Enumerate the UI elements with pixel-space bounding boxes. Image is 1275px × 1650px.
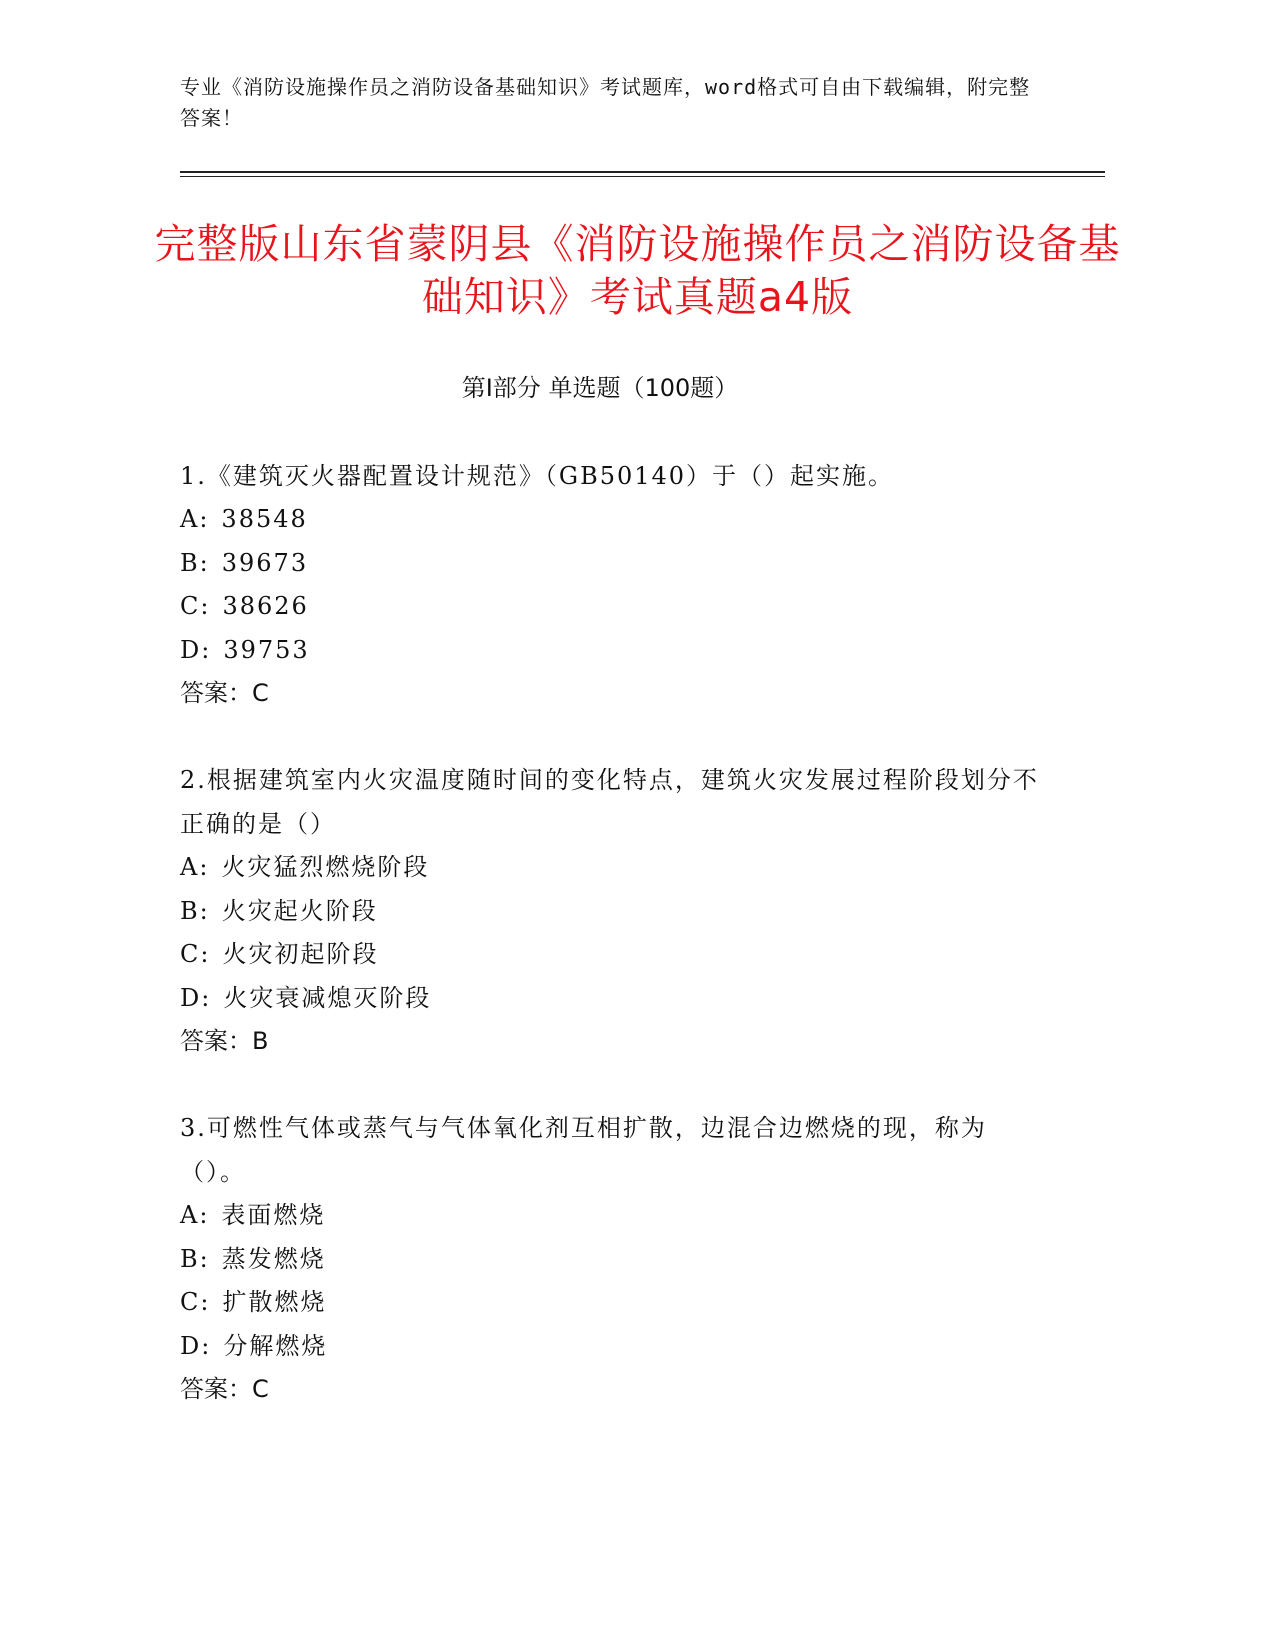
option-text: 39673 — [221, 548, 309, 577]
header-divider-thick — [180, 171, 1105, 173]
option-text: 表面燃烧 — [221, 1201, 326, 1229]
option-letter: B: — [180, 1244, 210, 1273]
option-d — [180, 629, 1040, 673]
question-1 — [180, 454, 1040, 715]
option-text: 火灾衰减熄灭阶段 — [223, 983, 432, 1012]
option-a — [180, 846, 1040, 890]
option-d — [180, 1325, 1040, 1369]
option-text: 火灾初起阶段 — [222, 940, 379, 968]
option-text: 38626 — [222, 592, 309, 620]
header-note: 专业《消防设施操作员之消防设备基础知识》考试题库，word格式可自由下载编辑，附完整答案！ — [180, 75, 1031, 130]
option-letter: B: — [180, 896, 210, 925]
question-3 — [180, 1106, 1040, 1411]
answer-line: 答案：C — [180, 1375, 269, 1403]
option-text: 火灾猛烈燃烧阶段 — [221, 853, 430, 881]
option-letter: D: — [180, 983, 212, 1012]
option-a — [180, 1194, 1040, 1238]
option-b — [180, 890, 1040, 934]
option-text: 扩散燃烧 — [222, 1288, 327, 1316]
option-letter: D: — [180, 635, 212, 664]
question-stem: 3.可燃性气体或蒸气与气体氧化剂互相扩散，边混合边燃烧的现，称为（）。 — [180, 1114, 987, 1186]
option-c — [180, 1281, 1040, 1325]
option-letter: A: — [180, 1201, 210, 1229]
option-letter: A: — [180, 505, 210, 533]
option-c — [180, 933, 1040, 977]
option-letter: A: — [180, 853, 210, 881]
option-letter: C: — [180, 592, 211, 620]
option-letter: C: — [180, 1288, 211, 1316]
option-letter: C: — [180, 940, 211, 968]
option-letter: B: — [180, 548, 210, 577]
option-letter: D: — [180, 1331, 212, 1360]
option-d — [180, 977, 1040, 1021]
question-stem: 1.《建筑灭火器配置设计规范》（GB50140）于（）起实施。 — [180, 462, 895, 490]
option-b — [180, 1238, 1040, 1282]
option-text: 蒸发燃烧 — [221, 1244, 326, 1273]
header-divider-thin — [180, 176, 1105, 177]
option-text: 39753 — [223, 635, 310, 664]
option-text: 火灾起火阶段 — [221, 896, 378, 925]
option-c — [180, 585, 1040, 629]
option-a — [180, 498, 1040, 542]
document-title: 完整版山东省蒙阴县《消防设施操作员之消防设备基础知识》考试真题a4版 — [154, 220, 1121, 321]
option-b — [180, 542, 1040, 586]
question-stem: 2.根据建筑室内火灾温度随时间的变化特点，建筑火灾发展过程阶段划分不正确的是（） — [180, 766, 1039, 838]
answer-line: 答案：C — [180, 679, 269, 707]
question-2 — [180, 758, 1040, 1063]
option-text: 38548 — [221, 505, 308, 533]
answer-line: 答案：B — [180, 1027, 269, 1055]
option-text: 分解燃烧 — [223, 1331, 328, 1360]
section-heading: 第Ⅰ部分 单选题（100题） — [461, 374, 739, 402]
